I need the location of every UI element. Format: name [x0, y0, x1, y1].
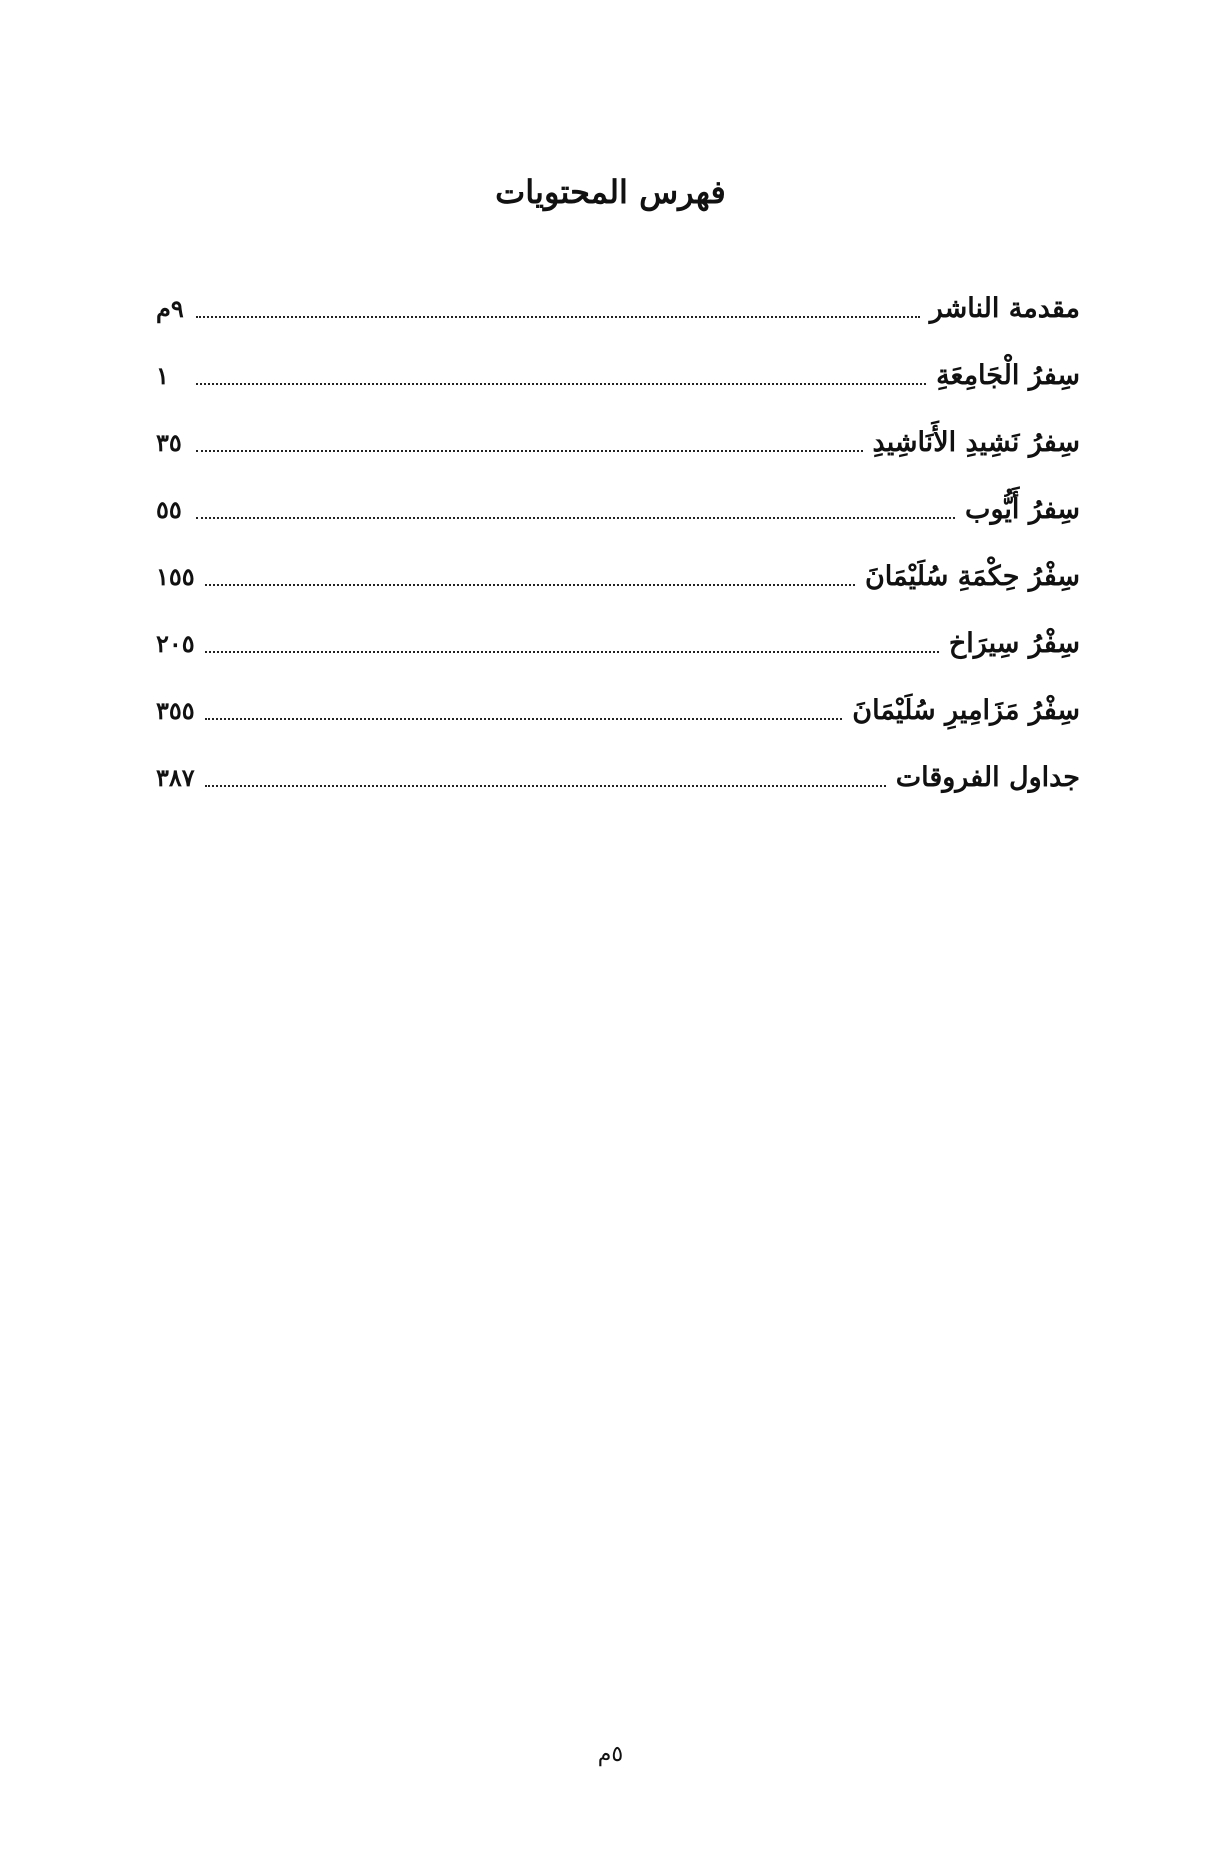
dot-leader [196, 517, 955, 519]
toc-entry-title: جداول الفروقات [895, 762, 1080, 793]
toc-entry[interactable] [156, 664, 1080, 731]
toc-entry-page: ٣٥٥ [156, 696, 195, 725]
toc-entry[interactable] [156, 329, 1080, 396]
dot-leader [196, 316, 920, 318]
toc-entry-title: سِفْرُ سِيرَاخ [948, 628, 1080, 659]
toc-entry[interactable] [156, 530, 1080, 597]
toc-entry[interactable] [156, 597, 1080, 664]
dot-leader [196, 383, 926, 385]
dot-leader [205, 651, 939, 653]
toc-entry-title: سِفرُ نَشِيدِ الأَنَاشِيدِ [872, 427, 1080, 458]
toc-entry-page: ٢٠٥ [156, 629, 195, 658]
toc-entry-title: سِفرُ أَيُّوب [965, 494, 1080, 525]
dot-leader [205, 718, 843, 720]
page-number: ٥م [597, 1742, 624, 1767]
toc-entry-page: ٣٨٧ [156, 763, 195, 792]
toc-entry-page: ٣٥ [156, 428, 182, 457]
table-of-contents [156, 262, 1080, 798]
toc-entry-page: ٩م [156, 294, 184, 323]
dot-leader [205, 785, 886, 787]
page-title: فهرس المحتويات [495, 173, 726, 211]
dot-leader [196, 450, 863, 452]
toc-entry-title: سِفرُ الْجَامِعَةِ [936, 360, 1080, 391]
toc-entry[interactable] [156, 731, 1080, 798]
toc-entry-title: مقدمة الناشر [929, 293, 1080, 324]
toc-entry-page: ١٥٥ [156, 562, 195, 591]
toc-entry[interactable] [156, 262, 1080, 329]
dot-leader [205, 584, 855, 586]
toc-entry-title: سِفْرُ مَزَامِيرِ سُلَيْمَانَ [852, 695, 1080, 726]
toc-entry-title: سِفْرُ حِكْمَةِ سُلَيْمَانَ [864, 561, 1080, 592]
toc-entry-page: ٥٥ [156, 495, 182, 524]
toc-entry[interactable] [156, 396, 1080, 463]
toc-entry[interactable] [156, 463, 1080, 530]
toc-entry-page: ١ [156, 361, 169, 390]
